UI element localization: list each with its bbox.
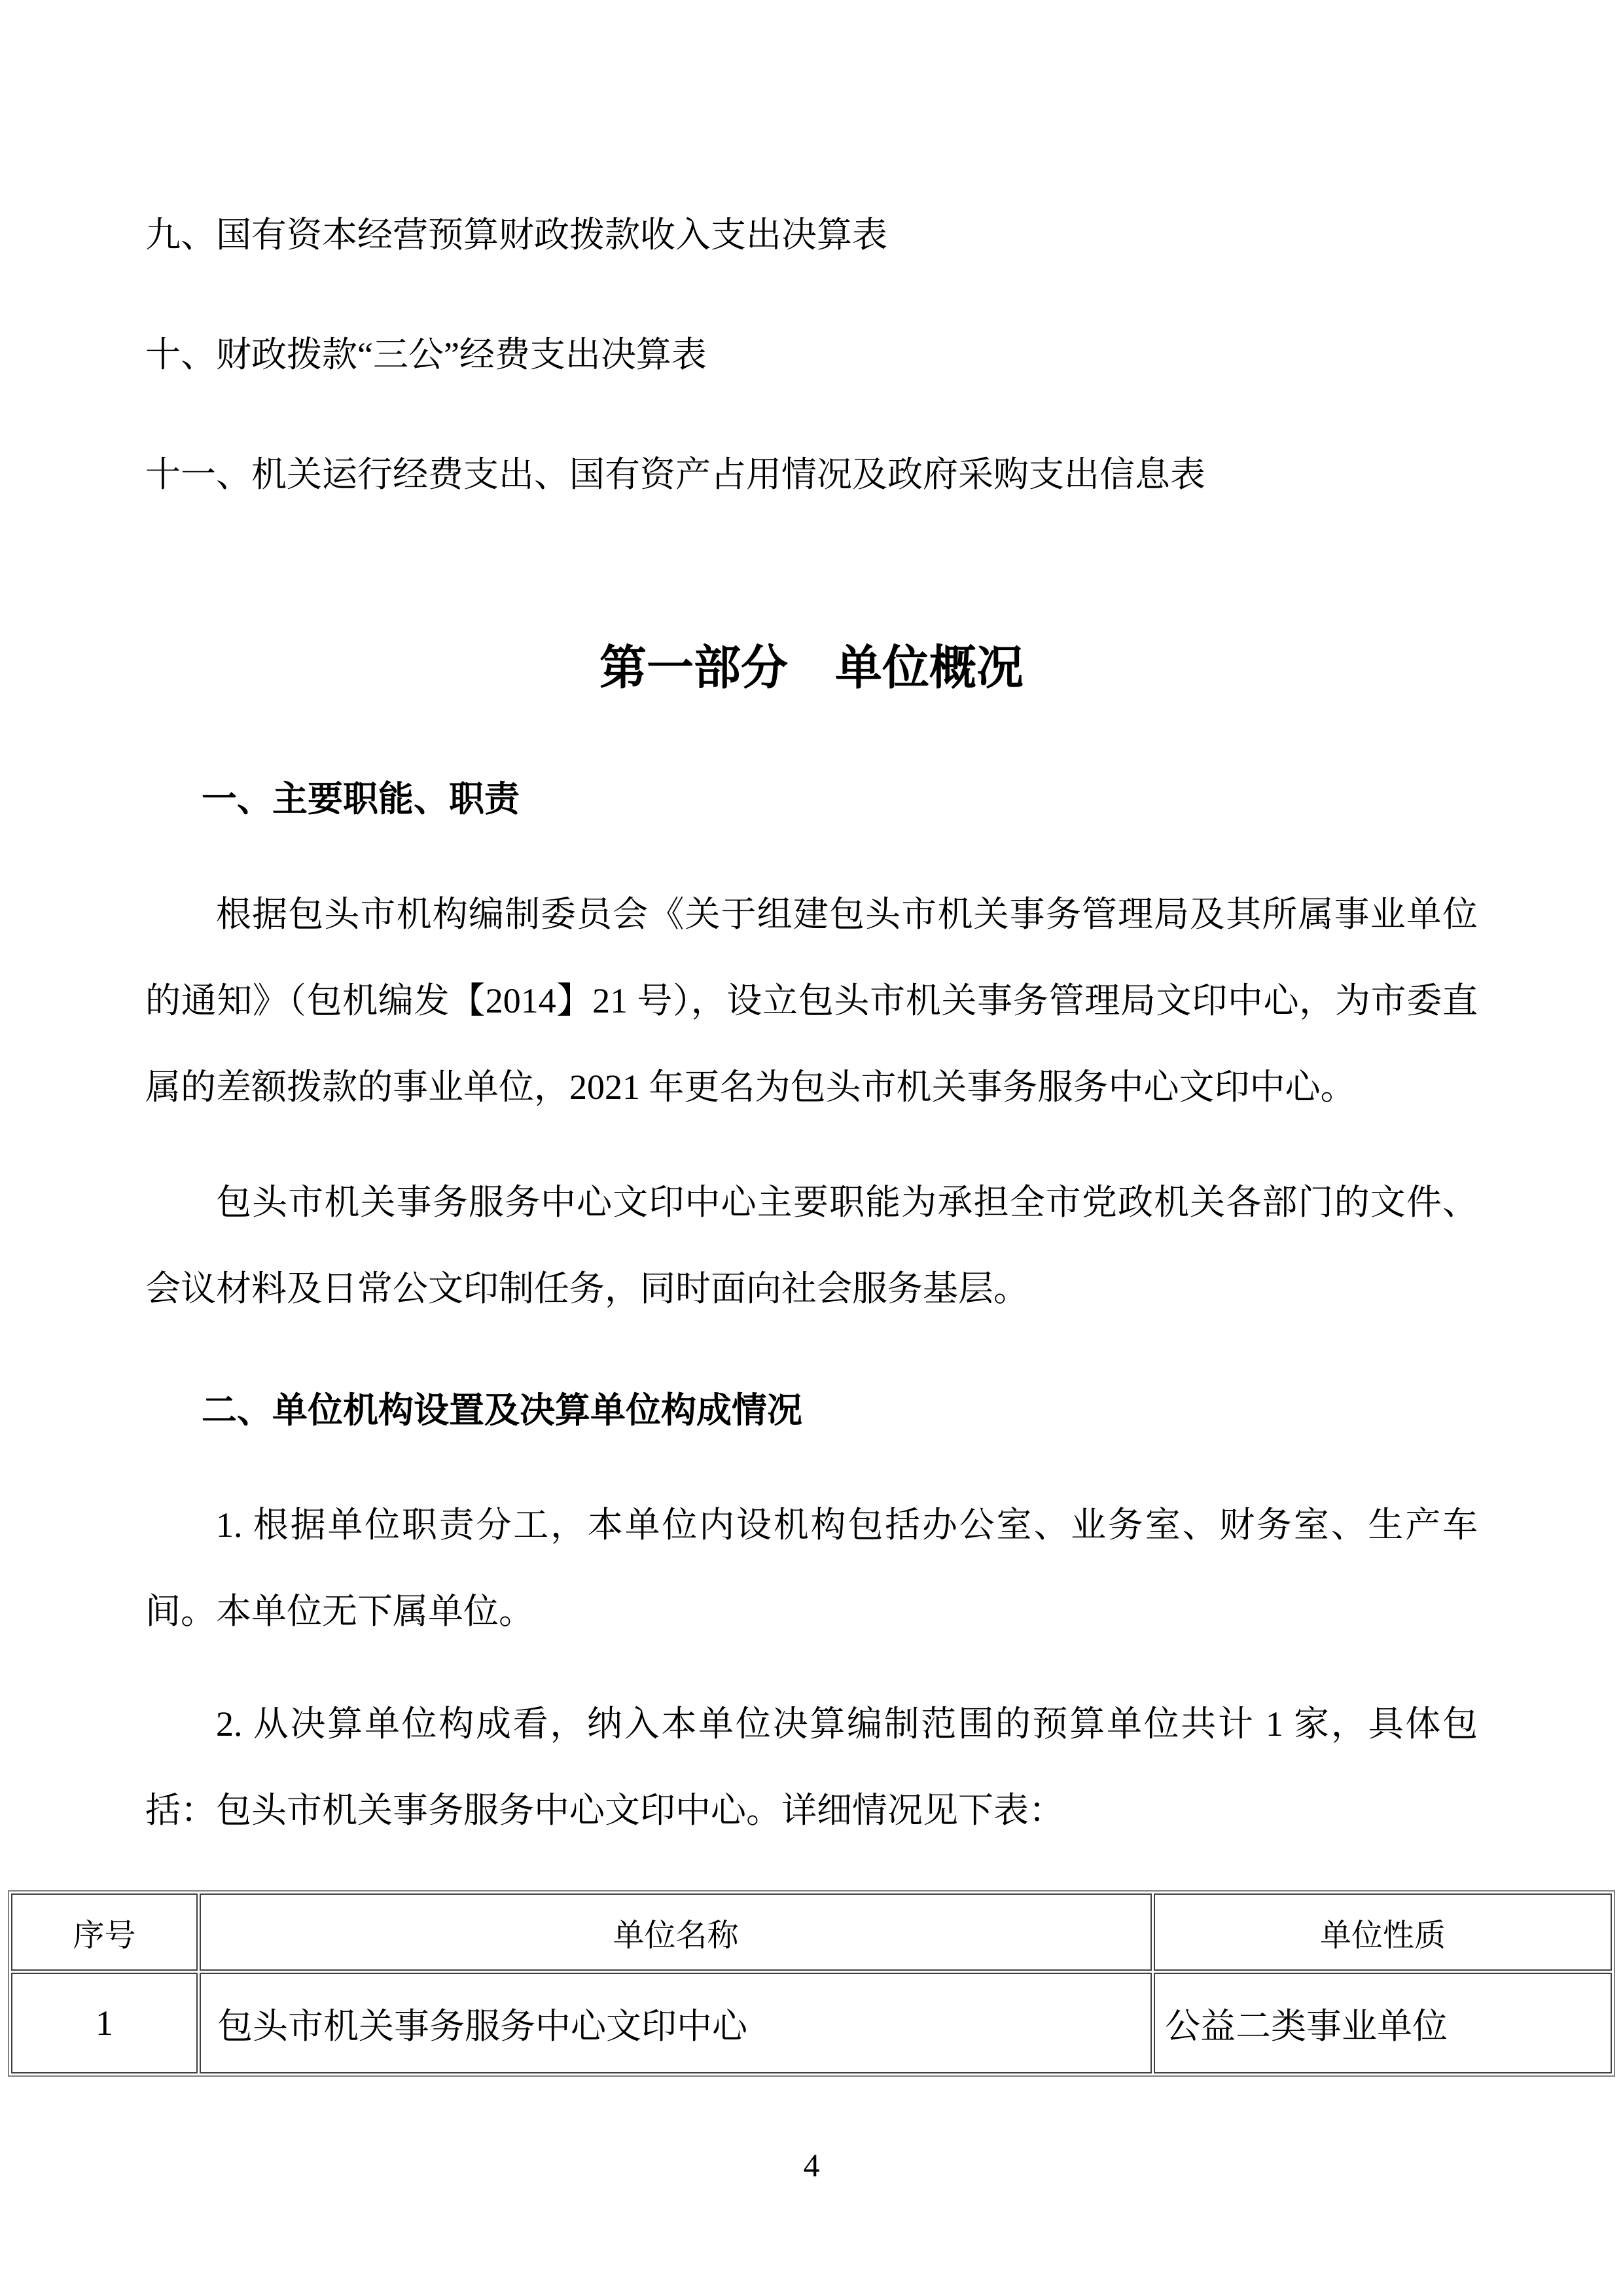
unit-table-header-type: 单位性质 xyxy=(1154,1893,1612,1971)
unit-table xyxy=(8,1890,1615,2077)
section-2-paragraph-1: 1. 根据单位职责分工，本单位内设机构包括办公室、业务室、财务室、生产车间。本单位无下属单位。 xyxy=(145,1505,1478,1631)
toc-item-9: 九、国有资本经营预算财政拨款收入支出决算表 xyxy=(145,215,887,255)
unit-table-cell-name: 包头市机关事务服务中心文印中心 xyxy=(200,1973,1152,2073)
section-2-paragraph-2: 2. 从决算单位构成看，纳入本单位决算编制范围的预算单位共计 1 家，具体包括：包头市机关事务服务中心文印中心。详细情况见下表： xyxy=(145,1704,1478,1830)
unit-table-cell-index: 1 xyxy=(11,1973,198,2073)
unit-table-data-row xyxy=(11,1973,1612,2073)
page-number: 4 xyxy=(803,2147,820,2183)
section-1-paragraph-1: 根据包头市机构编制委员会《关于组建包头市机关事务管理局及其所属事业单位的通知》（包机编发【2014】21 号），设立包头市机关事务管理局文印中心，为市委直属的差额拨款的事业单位，2021 年更名为包头市机关事务服务中心文印中心。 xyxy=(145,895,1478,1107)
unit-table-header-index: 序号 xyxy=(11,1893,198,1971)
part-title: 第一部分 单位概况 xyxy=(599,642,1024,694)
unit-table-cell-type: 公益二类事业单位 xyxy=(1154,1973,1612,2073)
unit-table-header-name: 单位名称 xyxy=(200,1893,1152,1971)
toc-item-10: 十、财政拨款“三公”经费支出决算表 xyxy=(145,335,707,374)
unit-table-header-row xyxy=(11,1893,1612,1971)
section-1-paragraph-2: 包头市机关事务服务中心文印中心主要职能为承担全市党政机关各部门的文件、会议材料及日常公文印制任务，同时面向社会服务基层。 xyxy=(145,1183,1478,1308)
section-1-heading: 一、主要职能、职责 xyxy=(202,780,520,819)
toc-item-11: 十一、机关运行经费支出、国有资产占用情况及政府采购支出信息表 xyxy=(145,455,1205,494)
section-2-heading: 二、单位机构设置及决算单位构成情况 xyxy=(202,1391,802,1430)
